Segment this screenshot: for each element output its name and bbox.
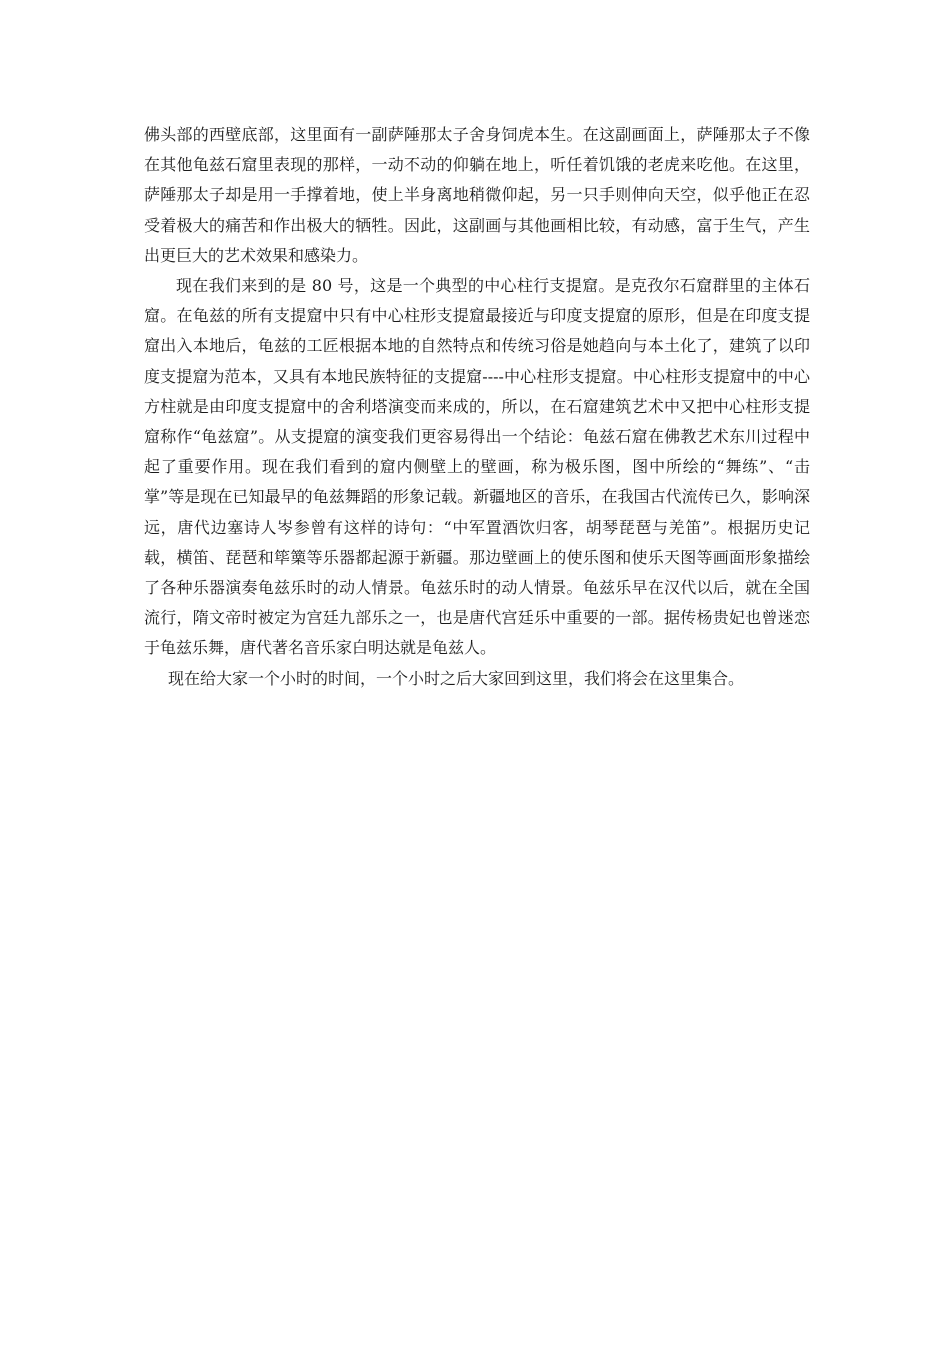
paragraph-gathering-notice: 现在给大家一个小时的时间，一个小时之后大家回到这里，我们将会在这里集合。 [168, 668, 745, 688]
document-body [144, 120, 810, 694]
paragraph-cave-80: 现在我们来到的是 80 号，这是一个典型的中心柱行支提窟。是克孜尔石窟群里的主体石窟。在龟兹的所有支提窟中只有中心柱形支提窟最接近与印度支提窟的原形，但是在印度支提窟出入本地后，龟兹的工匠根据本地的自然特点和传统习俗是她趋向与本土化了，建筑了以印度支提窟为范本，又具有本地民族特征的支提窟----中心柱形支提窟。中心柱形支提窟中的中心方柱就是由印度支提窟中的舍利塔演变而来成的，所以，在石窟建筑艺术中又把中心柱形支提窟称作“龟兹窟”。从支提窟的演变我们更容易得出一个结论：龟兹石窟在佛教艺术东川过程中起了重要作用。现在我们看到的窟内侧壁上的壁画，称为极乐图，图中所绘的“舞练”、“击掌”等是现在已知最早的龟兹舞蹈的形象记载。新疆地区的音乐，在我国古代流传已久，影响深远，唐代边塞诗人岑参曾有这样的诗句：“中军置酒饮归客，胡琴琵琶与羌笛”。根据历史记载，横笛、琵琶和筚篥等乐器都起源于新疆。那边壁画上的使乐图和使乐天图等画面形象描绘了各种乐器演奏龟兹乐时的动人情景。龟兹乐时的动人情景。龟兹乐早在汉代以后，就在全国流行，隋文帝时被定为宫廷九部乐之一，也是唐代宫廷乐中重要的一部。据传杨贵妃也曾迷恋于龟兹乐舞，唐代著名音乐家白明达就是龟兹人。 [144, 276, 810, 658]
paragraph-sacrifice-story: 佛头部的西壁底部，这里面有一副萨陲那太子舍身饲虎本生。在这副画面上，萨陲那太子不像在其他龟兹石窟里表现的那样，一动不动的仰躺在地上，听任着饥饿的老虎来吃他。在这里，萨陲那太子却是用一手撑着地，使上半身离地稍微仰起，另一只手则伸向天空，似乎他正在忍受着极大的痛苦和作出极大的牺牲。因此，这副画与其他画相比较，有动感，富于生气，产生出更巨大的艺术效果和感染力。 [144, 125, 810, 265]
